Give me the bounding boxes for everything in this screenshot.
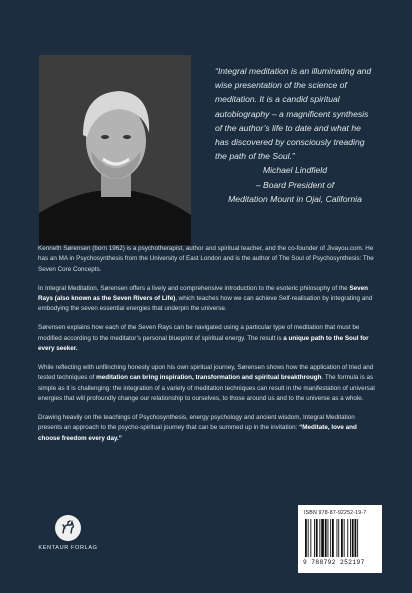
centaur-icon: [55, 515, 81, 541]
endorsement-quote: [215, 64, 375, 206]
blurb-paragraph-4: While reflecting with unflinching honesty upon his own spiritual journey, Sørensen shows how the application of tried and tested techniques of meditation can bring inspiration, transformation and spiritual breakthrough. The formula is as simple as it is challenging: the integration of a variety of meditation techniques can result in the manifestation of universal energies that will profoundly change our relationship to ourselves, to those around us and to the universe as a whole.: [38, 364, 375, 402]
blurb-paragraph-2: In Integral Meditation, Sørensen offers a lively and comprehensive introduction to the esoteric philosophy of the Seven Rays (also known as the Seven Rivers of Life), which teaches how we can achieve Self-realisation by integrating and embodying the seven essential energies that underpin the universe.: [38, 284, 373, 313]
author-bio: Kenneth Sørensen (born 1962) is a psychotherapist, author and spiritual teacher, and the co-founder of Jivayou.com. He has an MA in Psychosynthesis from the University of East London and is the author of The Soul of Psychosynthesis: The Seven Core Concepts.: [38, 245, 374, 273]
quote-role: – Board President of: [255, 179, 335, 190]
blurb-paragraph-3: Sørensen explains how each of the Seven Rays can be navigated using a particular type of meditation that must be modified according to the meditator’s personal blueprint of spiritual energy. The result is a unique path to the Soul for every seeker.: [38, 324, 369, 352]
barcode-bars: [305, 519, 377, 557]
barcode-digits: 9 788792 252197: [303, 559, 365, 566]
quote-org: Meditation Mount in Ojai, California: [228, 193, 362, 204]
isbn-text: ISBN 978-87-92252-19-7: [304, 510, 367, 516]
blurb-paragraph-5: Drawing heavily on the teachings of Psychosynthesis, energy psychology and ancient wisdom, Integral Meditation presents an approach to the psycho-spiritual journey that can be summed up in the invitation: “Meditate, love and choose freedom every day.”: [38, 414, 357, 442]
publisher-name: KENTAUR FORLAG: [38, 545, 98, 551]
publisher-logo: [38, 515, 98, 551]
blurb: [38, 244, 380, 453]
quote-author: Michael Lindfield: [262, 165, 327, 176]
barcode: [298, 505, 382, 573]
author-photo: [39, 55, 191, 245]
quote-text: “Integral meditation is an illuminating and wise presentation of the science of meditation. It is a candid spiritual autobiography – a magnificent synthesis of the author’s life to date and what he has discovered by consciously treading the path of the Soul.”: [215, 66, 372, 162]
